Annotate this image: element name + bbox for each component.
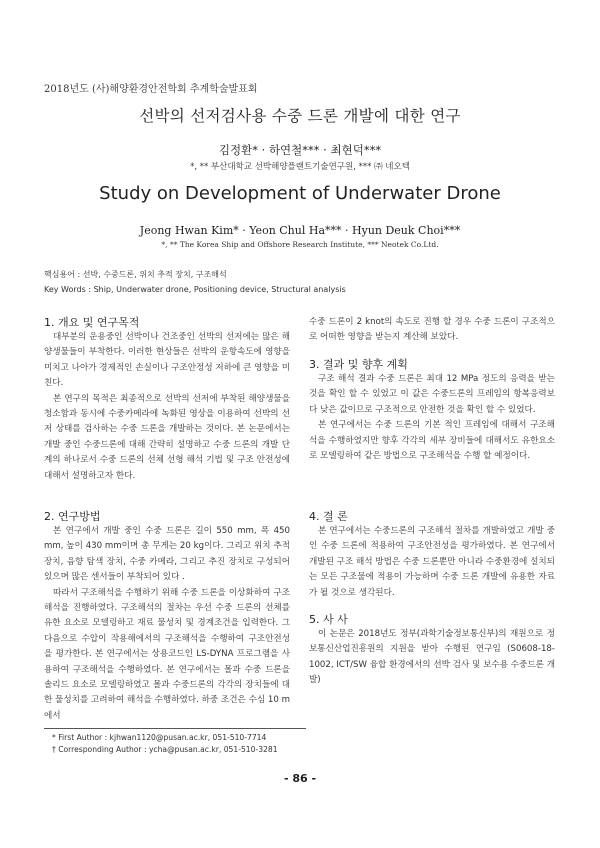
keywords-english xyxy=(44,285,346,294)
keywords-korean-label: 핵심용어 xyxy=(44,270,75,279)
footnote-divider xyxy=(44,728,306,729)
section-results xyxy=(309,357,555,464)
paragraph: 본 연구의 목적은 최종적으로 선박의 선저에 부착된 해양생물을 청소함과 동시에 수중카메라에 녹화된 영상을 이용하여 선박의 선저 상태를 검사하는 수중 드론을 개발하는 것이다. 본 논문에서는 개발 중인 수중드론에 대해 간략히 설명하고 수중 드론의 개발 단계의 하나로서 수중 드론의 선체 선형 해석 기법 및 구조 안전성에 대해서 설명하고자 한다. xyxy=(44,393,290,481)
conference-header: 2018년도 (사)해양환경안전학회 추계학술발표회 xyxy=(44,84,258,95)
section-conclusion xyxy=(309,509,555,601)
paragraph: 수중 드론이 2 knot의 속도로 진행 할 경우 수중 드론이 구조적으로 어떠한 영향을 받는지 계산해 보았다. xyxy=(309,317,555,343)
paragraph: 이 논문은 2018년도 정부(과학기술정보통신부)의 재원으로 정보통신산업진흥원의 지원을 받아 수행된 연구임 (S0608-18-1002, ICT/SW 융합 환경에서의 선박 검사 및 보수용 수중드론 개발) xyxy=(309,629,555,686)
section-heading: 3. 결과 및 향후 계획 xyxy=(309,358,408,371)
section-heading: 4. 결 론 xyxy=(309,510,348,523)
paragraph: 따라서 구조해석을 수행하기 위해 수중 드론을 이상화하여 구조해석을 진행하였다. 구조해석의 절차는 우선 수중 드론의 선체를 유한 요소로 모델링하고 재료 물성치 및 경계조건을 입력한다. 그 다음으로 수압이 작용해에서의 구조해석을 수행하여 구조안전성을 평가한다. 본 연구에서는 상용코드인 LS-DYNA 프로그램을 사용하여 구조해석을 수행하였다. 본 연구에서는 몰과 수중 드론을 솔리드 요소로 모델링하였고 몰과 수중드론의 각각의 장치들에 대한 물성치를 고려하여 해석을 수행하였다. 하중 조건은 수심 10 m에서 xyxy=(44,587,290,721)
section-heading: 5. 사 사 xyxy=(309,613,348,626)
section-method-continued xyxy=(309,315,555,346)
paragraph: 본 연구에서는 수중드론의 구조해석 절차를 개발하였고 개발 중인 수중 드론에 적용하여 구조안전성을 평가하였다. 본 연구에서 개발된 구조 해석 방법은 수중 드론뿐만 아니라 수중환경에 설치되는 모든 구조물에 적용이 가능하며 수중 드론 개발에 유용한 자료가 될 것으로 생각된다. xyxy=(309,526,555,598)
keywords-korean xyxy=(44,269,227,280)
paragraph: 대부분의 운용중인 선박이나 건조중인 선박의 선저에는 많은 해양생물들이 부착한다. 이러한 현상들은 선박의 운항속도에 영향을 미치고 나아가 경제적인 손실이나 구조안정성 저하에 큰 영향을 미친다. xyxy=(44,332,290,389)
page-number: - 86 - xyxy=(283,772,317,785)
affiliation-english: *, ** The Korea Ship and Offshore Research Institute, *** Neotek Co.Ltd. xyxy=(161,240,439,249)
paragraph: 본 연구에서는 수중 드론의 기본 적인 프레임에 대해서 구조해석을 수행하였지만 향후 각각의 세부 장비들에 대해서도 유한요소로 모델링하여 같은 방법으로 구조해석을 수행 할 예정이다. xyxy=(309,420,555,462)
paragraph: 본 연구에서 개발 중인 수중 드론은 길이 550 mm, 폭 450 mm, 높이 430 mm이며 총 무게는 20 kg이다. 그리고 위치 추적 장치, 음향 탐색 장치, 수중 카메라, 그리고 추진 장치로 구성되어 있으며 많은 센서들이 부착되어 있다 . xyxy=(44,526,290,583)
authors-korean: 김정환* · 하연철*** · 최현덕*** xyxy=(218,143,382,157)
footnote-first-author: * First Author : kjhwan1120@pusan.ac.kr, 051-510-7714 xyxy=(52,733,267,742)
affiliation-korean: *, ** 부산대학교 선박해양플랜트기술연구원, *** ㈜ 네오텍 xyxy=(190,162,410,172)
title-korean: 선박의 선저검사용 수중 드론 개발에 대한 연구 xyxy=(139,107,461,125)
section-overview xyxy=(44,315,290,484)
section-heading: 2. 연구방법 xyxy=(44,510,101,523)
footnote-corresponding-author: † Corresponding Author : ycha@pusan.ac.kr, 051-510-3281 xyxy=(52,745,278,754)
keywords-english-text: : Ship, Underwater drone, Positioning device, Structural analysis xyxy=(85,285,346,294)
section-heading: 1. 개요 및 연구목적 xyxy=(44,316,140,329)
section-method xyxy=(44,509,290,724)
paragraph: 구조 해석 결과 수중 드론은 최대 12 MPa 정도의 응력을 받는 것을 확인 할 수 있었고 이 값은 수중드론의 프레임의 항복응력보다 낮은 값이므로 구조적으로 안전한 것을 확인 할 수 있었다. xyxy=(309,374,555,415)
keywords-english-label: Key Words xyxy=(44,285,86,294)
section-acknowledgement xyxy=(309,612,555,689)
authors-english: Jeong Hwan Kim* · Yeon Chul Ha*** · Hyun Deuk Choi*** xyxy=(139,224,461,237)
keywords-korean-text: : 선박, 수중드론, 위치 추적 장치, 구조해석 xyxy=(74,270,227,279)
title-english: Study on Development of Underwater Drone xyxy=(99,183,501,204)
